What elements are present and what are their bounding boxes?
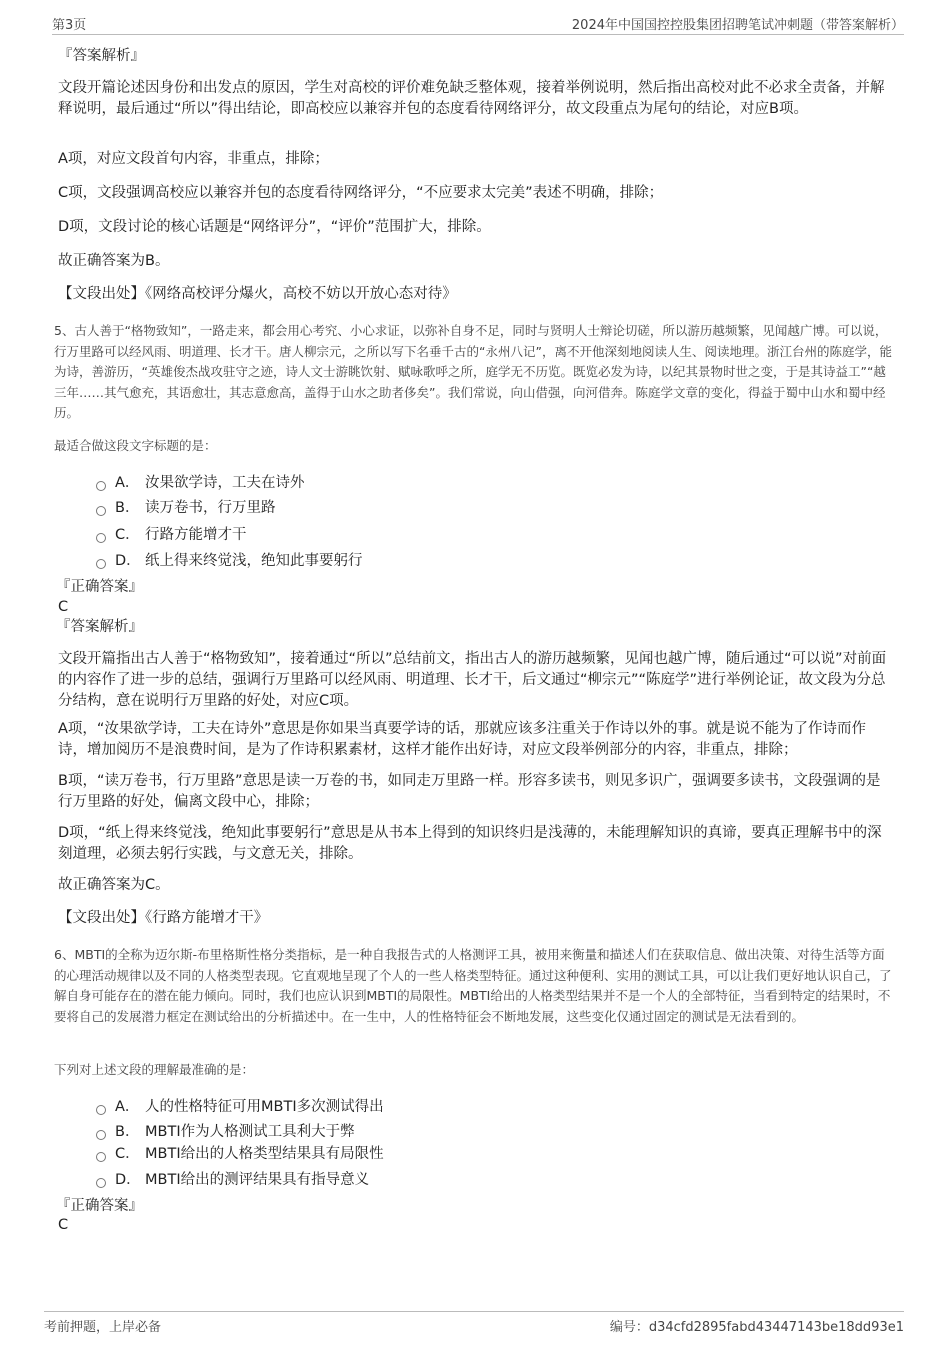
option-text: MBTI作为人格测试工具利大于弊	[145, 1124, 355, 1140]
option-key: B．	[115, 1124, 140, 1140]
option-key: D．	[115, 553, 141, 569]
q4-conclusion: 故正确答案为B。	[58, 253, 170, 269]
q5-option-d[interactable]	[96, 549, 363, 571]
option-text: MBTI给出的测评结果具有指导意义	[145, 1172, 370, 1188]
q5-conclusion: 故正确答案为C。	[58, 877, 170, 893]
q5-option-a[interactable]	[96, 471, 305, 493]
option-key: B．	[115, 500, 140, 516]
radio-icon[interactable]	[96, 1152, 106, 1162]
q6-option-a[interactable]	[96, 1095, 384, 1117]
q4-source: 【文段出处】《网络高校评分爆火，高校不妨以开放心态对待》	[58, 286, 457, 302]
q5-source: 【文段出处】《行路方能增才干》	[58, 910, 269, 926]
q6-option-c[interactable]	[96, 1142, 384, 1164]
q5-analysis-para1: 文段开篇指出古人善于“格物致知”，接着通过“所以”总结前文，指出古人的游历越频繁，见闻也越广博，随后通过“可以说”对前面的内容作了进一步的总结，强调行万里路可以经风雨、明道理、长才干，后文通过“柳宗元”“陈庭学”进行举例论证，故文段为分总分结构，意在说明行万里路的好处，对应C项。	[58, 651, 887, 709]
q5-answer: C	[58, 599, 69, 615]
option-text: 读万卷书，行万里路	[145, 500, 276, 516]
q5-analysis-para4: D项，“纸上得来终觉浅，绝知此事要躬行”意思是从书本上得到的知识终归是浅薄的，未能理解知识的真谛，要真正理解书中的深刻道理，必须去躬行实践，与文意无关，排除。	[58, 825, 882, 862]
option-key: D．	[115, 1172, 141, 1188]
q5-stem: 5、古人善于“格物致知”，一路走来，都会用心考究、小心求证，以弥补自身不足，同时与贤明人士辩论切磋，所以游历越频繁，见闻越广博。可以说，行万里路可以经风雨、明道理、长才干。唐人柳宗元，之所以写下名垂千古的“永州八记”，离不开他深刻地阅读人生、阅读地理。浙江台州的陈庭学，能为诗，善游历，“英雄俊杰战攻驻守之迹，诗人文士游眺饮射、赋咏歌呼之所，庭学无不历览。既览必发为诗，以纪其景物时世之变，于是其诗益工”“越三年……其气愈充，其语愈壮，其志意愈高，盖得于山水之助者侈矣”。我们常说，向山借强，向河借奔。陈庭学文章的变化，得益于蜀中山水和蜀中经历。	[54, 323, 892, 420]
radio-icon[interactable]	[96, 506, 106, 516]
q6-option-d[interactable]	[96, 1168, 369, 1190]
q5-analysis-para2: A项，“汝果欲学诗，工夫在诗外”意思是你如果当真要学诗的话，那就应该多注重关于作诗以外的事。就是说不能为了作诗而作诗，增加阅历不是浪费时间，是为了作诗积累素材，这样才能作出好诗，对应文段举例部分的内容，非重点，排除；	[58, 721, 866, 758]
q4-analysis-para2: A项，对应文段首句内容，非重点，排除；	[58, 151, 329, 167]
q4-analysis-para3: C项，文段强调高校应以兼容并包的态度看待网络评分，“不应要求太完美”表述不明确，排除；	[58, 185, 664, 201]
option-text: MBTI给出的人格类型结果具有局限性	[145, 1146, 384, 1162]
footer-slogan: 考前押题，上岸必备	[44, 1320, 162, 1335]
option-key: C．	[115, 527, 140, 543]
option-key: A．	[115, 1099, 140, 1115]
q4-analysis-heading: 『答案解析』	[58, 48, 145, 64]
q5-prompt: 最适合做这段文字标题的是：	[54, 438, 217, 453]
option-text: 人的性格特征可用MBTI多次测试得出	[145, 1099, 384, 1115]
q6-stem: 6、MBTI的全称为迈尔斯-布里格斯性格分类指标，是一种自我报告式的人格测评工具，被用来衡量和描述人们在获取信息、做出决策、对待生活等方面的心理活动规律以及不同的人格类型表现。它直观地呈现了个人的一些人格类型特征。通过这种便利、实用的测试工具，可以让我们更好地认识自己，了解自身可能存在的潜在能力倾向。同时，我们也应认识到MBTI的局限性。MBTI给出的人格类型结果并不是一个人的全部特征，当看到特定的结果时，不要将自己的发展潜力框定在测试给出的分析描述中。在一生中，人的性格特征会不断地发展，这些变化仅通过固定的测试是无法看到的。	[54, 947, 892, 1024]
q6-answer-heading: 『正确答案』	[56, 1198, 143, 1214]
page-footer	[44, 1311, 904, 1336]
q4-analysis-para1: 文段开篇论述因身份和出发点的原因，学生对高校的评价难免缺乏整体观，接着举例说明，然后指出高校对此不必求全责备，并解释说明，最后通过“所以”得出结论，即高校应以兼容并包的态度看待网络评分，故文段重点为尾句的结论，对应B项。	[58, 80, 885, 117]
q5-analysis-heading: 『答案解析』	[56, 619, 143, 635]
option-text: 纸上得来终觉浅，绝知此事要躬行	[145, 553, 363, 569]
q5-option-c[interactable]	[96, 523, 247, 545]
option-text: 行路方能增才干	[145, 527, 247, 543]
radio-icon[interactable]	[96, 1130, 106, 1140]
document-code: 编号：d34cfd2895fabd43447143be18dd93e1	[609, 1320, 904, 1335]
page-number: 第3页	[52, 18, 87, 33]
q5-answer-heading: 『正确答案』	[56, 579, 143, 595]
option-key: A．	[115, 475, 140, 491]
q6-answer: C	[58, 1217, 69, 1233]
page-header	[52, 12, 904, 35]
q6-prompt: 下列对上述文段的理解最准确的是：	[54, 1062, 255, 1077]
document-title: 2024年中国国控控股集团招聘笔试冲刺题（带答案解析）	[571, 18, 904, 33]
radio-icon[interactable]	[96, 533, 106, 543]
radio-icon[interactable]	[96, 559, 106, 569]
q6-option-b[interactable]	[96, 1120, 355, 1142]
option-text: 汝果欲学诗，工夫在诗外	[145, 475, 305, 491]
option-key: C．	[115, 1146, 140, 1162]
radio-icon[interactable]	[96, 1178, 106, 1188]
q5-analysis-para3: B项，“读万卷书，行万里路”意思是读一万卷的书，如同走万里路一样。形容多读书，则见多识广，强调要多读书，文段强调的是行万里路的好处，偏离文段中心，排除；	[58, 773, 881, 810]
radio-icon[interactable]	[96, 1105, 106, 1115]
q4-analysis-para4: D项，文段讨论的核心话题是“网络评分”，“评价”范围扩大，排除。	[58, 219, 491, 235]
radio-icon[interactable]	[96, 481, 106, 491]
q5-option-b[interactable]	[96, 496, 276, 518]
